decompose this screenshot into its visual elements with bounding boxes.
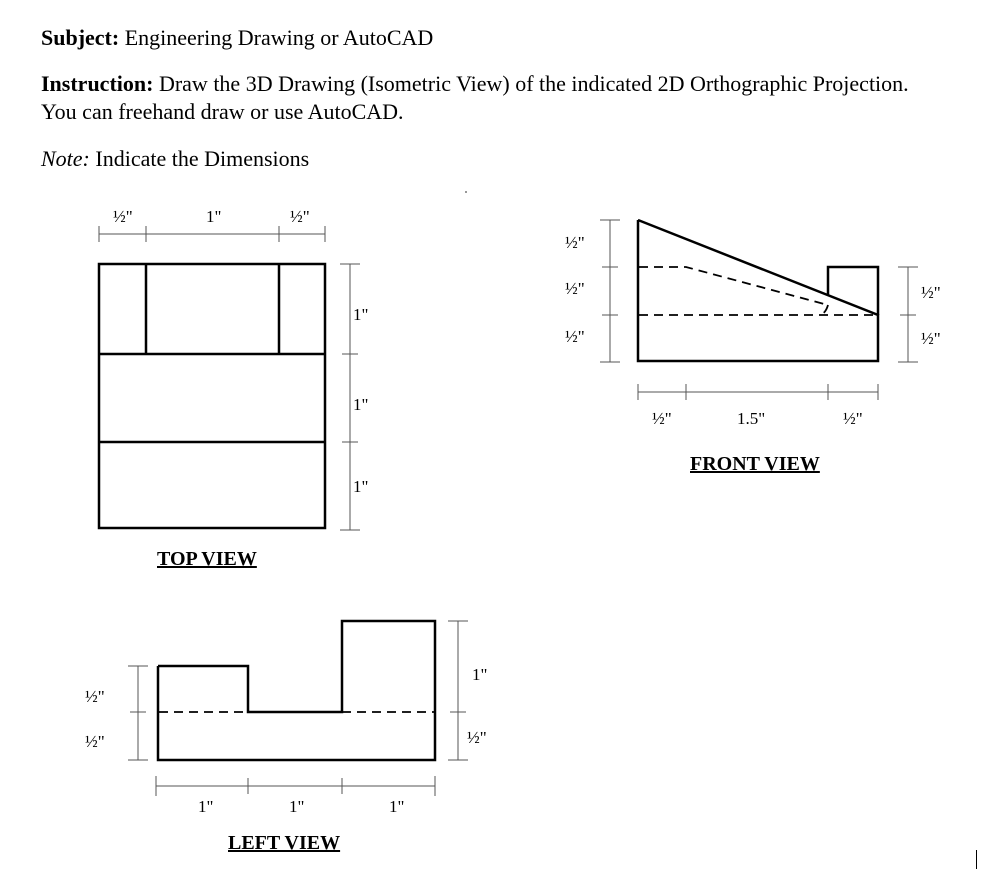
front-view-hidden-lines — [639, 267, 878, 315]
front-view-dim-left-1: ½" — [565, 279, 585, 298]
front-view — [565, 220, 941, 475]
left-view — [85, 621, 487, 854]
top-view-dim-right-1: 1" — [353, 395, 369, 414]
subject-value: Engineering Drawing or AutoCAD — [124, 25, 434, 50]
front-view-dim-left-lines — [600, 220, 620, 362]
instruction-line-2: You can freehand draw or use AutoCAD. — [41, 99, 404, 124]
front-view-dim-bottom-1: 1.5" — [737, 409, 766, 428]
top-view — [99, 207, 368, 570]
left-view-dim-right-lines — [448, 621, 468, 760]
front-view-dim-bottom-lines — [638, 384, 878, 400]
top-view-title: TOP VIEW — [157, 548, 257, 570]
left-view-dim-right-0: 1" — [472, 665, 488, 684]
subject-label: Subject: — [41, 25, 120, 50]
left-view-dim-left-1: ½" — [85, 732, 105, 751]
instruction-label: Instruction: — [41, 71, 154, 96]
left-view-dim-bottom-1: 1" — [289, 797, 305, 816]
front-view-dim-left-0: ½" — [565, 233, 585, 252]
note-value: Indicate the Dimensions — [95, 146, 310, 171]
left-view-dim-right-1: ½" — [467, 728, 487, 747]
left-view-dim-bottom-lines — [156, 776, 435, 796]
front-view-dim-right-1: ½" — [921, 329, 941, 348]
front-view-dim-bottom-0: ½" — [652, 409, 672, 428]
left-view-dim-bottom-2: 1" — [389, 797, 405, 816]
top-view-dim-top-1: 1" — [206, 207, 222, 226]
top-view-dim-top-2: ½" — [290, 207, 310, 226]
text-cursor — [976, 850, 977, 869]
top-view-dim-top-0: ½" — [113, 207, 133, 226]
front-view-title: FRONT VIEW — [690, 453, 820, 475]
front-view-outline — [638, 220, 878, 361]
left-view-dim-left-lines — [128, 666, 148, 760]
front-view-dim-bottom-2: ½" — [843, 409, 863, 428]
left-view-outline — [158, 621, 435, 760]
left-view-dim-bottom-0: 1" — [198, 797, 214, 816]
top-view-dim-top-lines — [99, 226, 325, 242]
left-view-dim-left-0: ½" — [85, 687, 105, 706]
top-view-dim-right-2: 1" — [353, 477, 369, 496]
front-view-dim-left-2: ½" — [565, 327, 585, 346]
left-view-title: LEFT VIEW — [228, 832, 341, 854]
front-view-dim-right-lines — [898, 267, 918, 362]
note-label: Note: — [41, 146, 90, 171]
top-view-outline — [99, 264, 325, 528]
instruction-text: Draw the 3D Drawing (Isometric View) of the indicated 2D Orthographic Projection. — [158, 71, 909, 96]
front-view-dim-right-0: ½" — [921, 283, 941, 302]
stray-dot — [465, 191, 467, 193]
top-view-dim-right-0: 1" — [353, 305, 369, 324]
